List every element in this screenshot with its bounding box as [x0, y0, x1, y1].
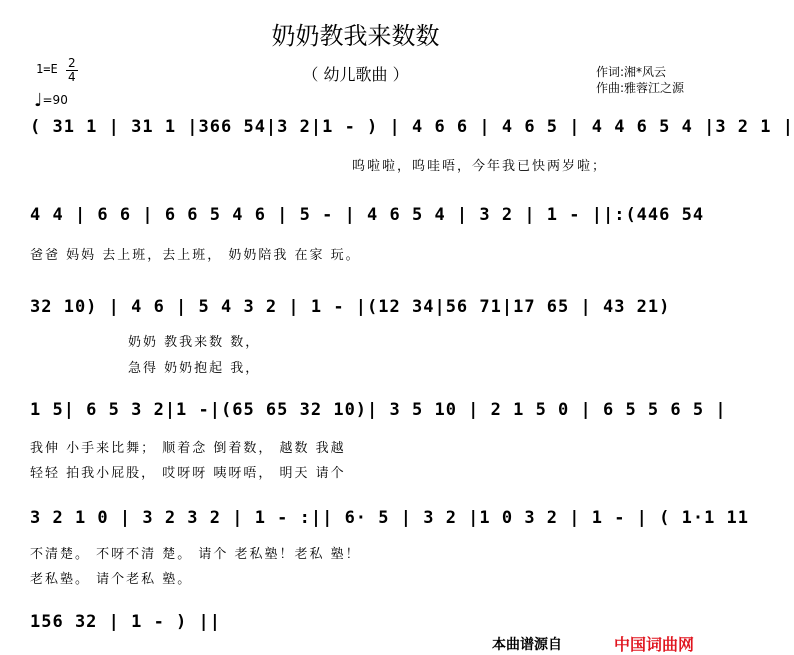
tempo-value: =90: [42, 93, 68, 107]
score-line-1-lyric-1: 呜啦啦，呜哇唔，今年我已快两岁啦；: [352, 159, 608, 174]
score-line-2-lyric-1: 爸爸 妈妈 去上班，去上班， 奶奶陪我 在家 玩。: [30, 248, 361, 263]
score-line-6-notes: 156 32 | 1 - ) ||: [30, 612, 221, 632]
song-genre: （ 幼儿歌曲 ）: [302, 65, 409, 84]
score-line-4-lyric-1: 我伸 小手来比舞； 顺着念 倒着数， 越数 我越: [30, 441, 346, 456]
score-line-5-notes: 3 2 1 0 | 3 2 3 2 | 1 - :|| 6· 5 | 3 2 |1 0 3 2 | 1 - | ( 1·1 11: [30, 508, 750, 528]
time-denominator: 4: [68, 70, 76, 84]
credits: [596, 64, 684, 96]
time-numerator: 2: [68, 56, 76, 70]
score-line-3-lyric-2: 急得 奶奶抱起 我，: [128, 361, 261, 376]
score-line-1-notes: ( 31 1 | 31 1 |366 54|3 2|1 - ) | 4 6 6 | 4 6 5 | 4 4 6 5 4 |3 2 1 |: [30, 117, 794, 137]
score-line-3-lyric-1: 奶奶 教我来数 数，: [128, 335, 261, 350]
composer: 作曲:雅蓉江之源: [596, 81, 685, 95]
song-title: 奶奶教我来数数: [271, 22, 440, 50]
score-line-4-notes: 1 5| 6 5 3 2|1 -|(65 65 32 10)| 3 5 10 | 2 1 5 0 | 6 5 5 6 5 |: [30, 400, 727, 420]
score-line-4-lyric-2: 轻轻 拍我小屁股， 哎呀呀 咦呀唔， 明天 请个: [30, 466, 346, 481]
key-signature: 1=E: [36, 62, 58, 76]
lyricist: 作词:湘*风云: [596, 65, 667, 79]
score-line-5-lyric-1: 不清楚。 不呀不清 楚。 请个 老私塾！老私 塾！: [30, 547, 361, 562]
score-line-5-lyric-2: 老私塾。 请个老私 塾。: [30, 572, 193, 587]
tempo-marking: [34, 90, 68, 111]
score-line-2-notes: 4 4 | 6 6 | 6 6 5 4 6 | 5 - | 4 6 5 4 | 3 2 | 1 - ||:(446 54: [30, 205, 705, 225]
site-watermark: 中国词曲网: [614, 635, 695, 654]
score-line-3-notes: 32 10) | 4 6 | 5 4 3 2 | 1 - |(12 34|56 71|17 65 | 43 21): [30, 297, 671, 317]
source-label: 本曲谱源自: [492, 637, 562, 653]
time-signature: [66, 57, 78, 84]
quarter-note-icon: ♩: [34, 90, 43, 111]
